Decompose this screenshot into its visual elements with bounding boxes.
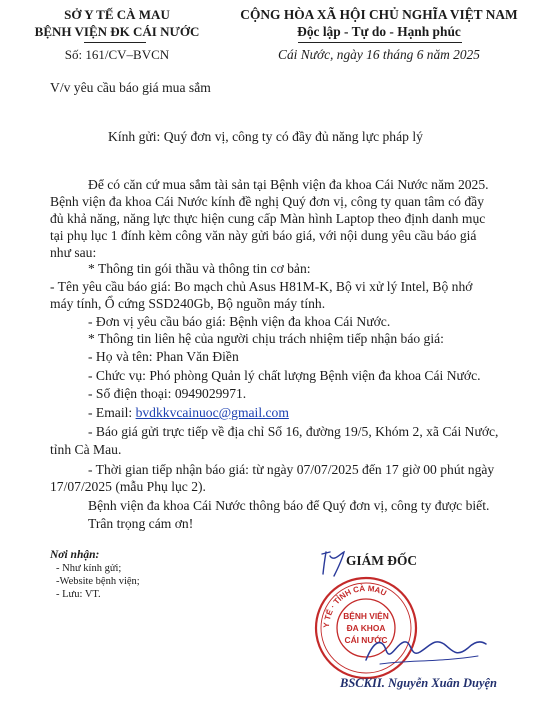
contact-position: - Chức vụ: Phó phòng Quản lý chất lượng Bệnh viện đa khoa Cái Nước.	[88, 368, 481, 383]
contact-email-row	[88, 404, 289, 421]
handwritten-signature	[360, 630, 490, 670]
recipient-item: - Lưu: VT.	[56, 589, 101, 600]
recipients-title: Nơi nhận:	[50, 549, 100, 561]
quote-item-name-1: - Tên yêu cầu báo giá: Bo mạch chủ Asus H81M-K, Bộ vi xử lý Intel, Bộ nhớ	[50, 279, 473, 294]
intro-line-1: Để có căn cứ mua sắm tài sản tại Bệnh viện đa khoa Cái Nước năm 2025.	[88, 177, 489, 192]
recipient-item: - Như kính gửi;	[56, 563, 122, 574]
seal-line-3: CÁI NƯỚC	[344, 635, 388, 645]
intro-line-3: đủ khả năng, năng lực thực hiện cung cấp Màn hình Laptop theo định danh mục	[50, 211, 486, 226]
contact-name: - Họ và tên: Phan Văn Điền	[88, 349, 239, 364]
quote-item-name-2: máy tính, Ổ cứng SSD240Gb, Bộ nguồn máy tính.	[50, 296, 326, 311]
header-right-divider	[298, 42, 462, 43]
email-link[interactable]: bvdkkvcainuoc@gmail.com	[135, 405, 289, 420]
greeting-line: Kính gửi: Quý đơn vị, công ty có đầy đủ năng lực pháp lý	[108, 129, 423, 144]
closing-thanks: Trân trọng cám ơn!	[88, 516, 194, 531]
section-contact-info: * Thông tin liên hệ của người chịu trách nhiệm tiếp nhận báo giá:	[88, 331, 444, 346]
time-line-1: - Thời gian tiếp nhận báo giá: từ ngày 07/07/2025 đến 17 giờ 00 phút ngày	[88, 462, 495, 477]
seal-ring-text: Y TẾ · TỈNH CÀ MAU	[321, 583, 388, 629]
contact-phone: - Số điện thoại: 0949029971.	[88, 386, 247, 401]
address-line-2: tỉnh Cà Mau.	[50, 442, 122, 457]
section-package-info: * Thông tin gói thầu và thông tin cơ bản:	[88, 261, 311, 276]
national-motto: Độc lập - Tự do - Hạnh phúc	[297, 24, 461, 39]
address-line-1: - Báo giá gửi trực tiếp về địa chỉ Số 16, đường 19/5, Khóm 2, xã Cái Nước,	[88, 424, 499, 439]
intro-line-4: tại phụ lục 1 đính kèm công văn này gửi báo giá, với nội dung yêu cầu báo giá	[50, 228, 477, 243]
requesting-unit: - Đơn vị yêu cầu báo giá: Bệnh viện đa khoa Cái Nước.	[88, 314, 391, 329]
closing-notice: Bệnh viện đa khoa Cái Nước thông báo để Quý đơn vị, công ty được biết.	[88, 498, 490, 513]
director-name: BSCKII. Nguyễn Xuân Duyện	[340, 676, 497, 690]
recipient-item: -Website bệnh viện;	[56, 576, 140, 587]
national-title: CỘNG HÒA XÃ HỘI CHỦ NGHĨA VIỆT NAM	[240, 7, 518, 22]
intro-line-5: như sau:	[50, 245, 97, 260]
time-line-2: 17/07/2025 (mẫu Phụ lục 2).	[50, 479, 206, 494]
document-number: Số: 161/CV–BVCN	[64, 47, 170, 62]
intro-line-2: Bệnh viện đa khoa Cái Nước kính đề nghị Quý đơn vị, công ty quan tâm có đầy	[50, 194, 485, 209]
subject-line: V/v yêu cầu báo giá mua sắm	[50, 80, 211, 95]
document-date: Cái Nước, ngày 16 tháng 6 năm 2025	[278, 47, 480, 62]
agency-name: SỞ Y TẾ CÀ MAU	[64, 7, 170, 22]
seal-line-1: BỆNH VIỆN	[343, 611, 389, 621]
seal-line-2: ĐA KHOA	[346, 623, 386, 633]
hospital-name: BỆNH VIỆN ĐK CÁI NƯỚC	[34, 24, 200, 39]
director-title: GIÁM ĐỐC	[346, 553, 418, 568]
header-left-divider	[84, 42, 146, 43]
email-label: - Email:	[88, 405, 136, 420]
